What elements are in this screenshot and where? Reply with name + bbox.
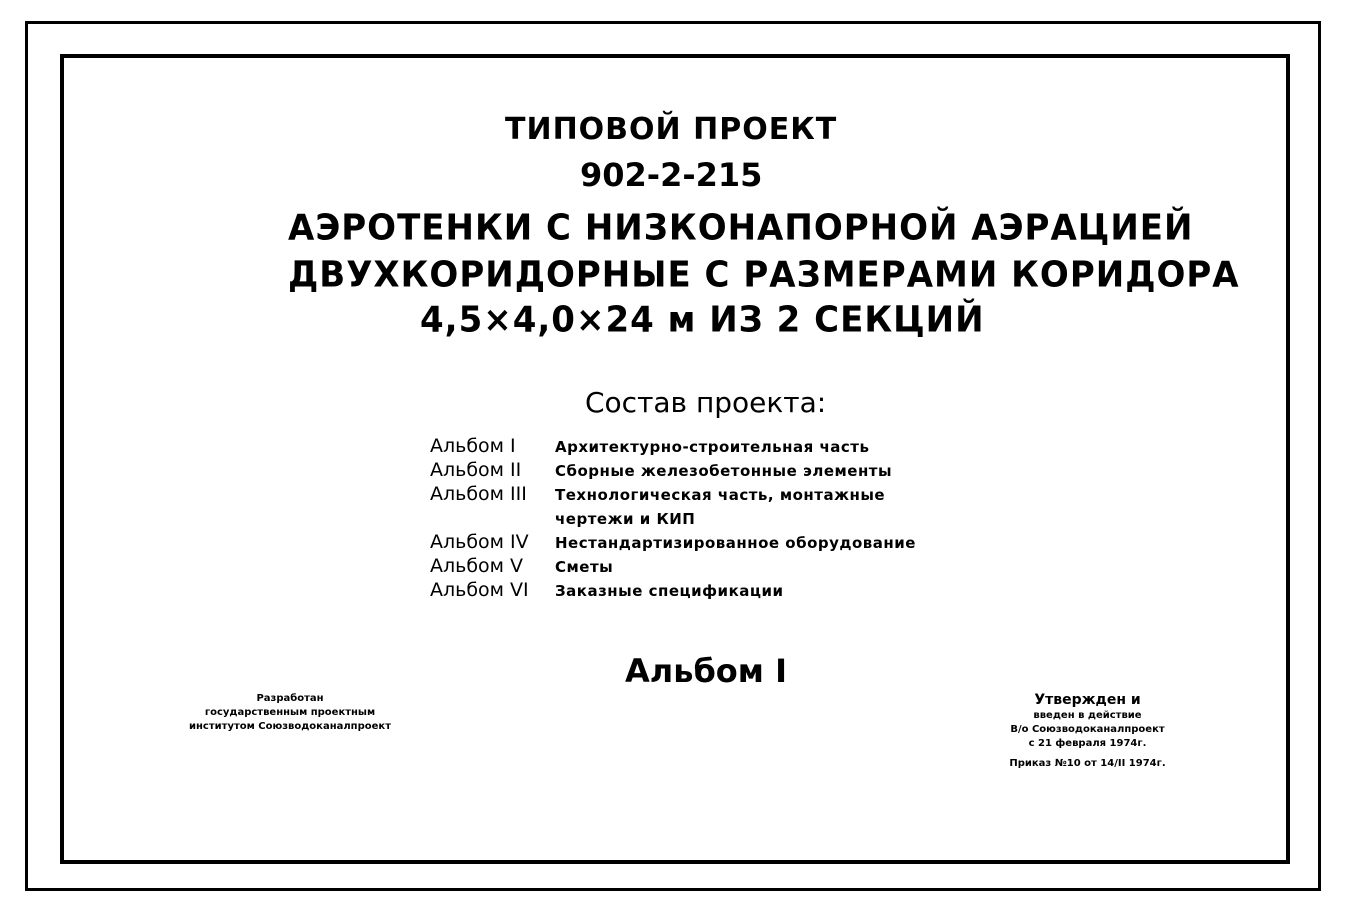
approval-line: с 21 февраля 1974г. xyxy=(1028,738,1147,749)
album-name: Альбом II xyxy=(430,459,522,481)
project-label: ТИПОВОЙ ПРОЕКТ xyxy=(505,112,838,147)
album-row xyxy=(430,459,990,483)
title-line-2: ДВУХКОРИДОРНЫЕ С РАЗМЕРАМИ КОРИДОРА xyxy=(288,254,1240,296)
project-number: 902-2-215 xyxy=(580,156,763,194)
album-name: Альбом V xyxy=(430,555,524,577)
album-name: Альбом I xyxy=(430,435,516,457)
title-line-3: 4,5×4,0×24 м ИЗ 2 СЕКЦИЙ xyxy=(420,299,985,341)
approval-line: введен в действие xyxy=(1033,710,1142,721)
approval-line: В/о Союзводоканалпроект xyxy=(1010,724,1165,735)
developer-line: институтом Союзводоканалпроект xyxy=(189,721,391,732)
current-album-title: Альбом I xyxy=(625,652,787,690)
album-description: Сметы xyxy=(555,558,614,576)
album-name: Альбом IV xyxy=(430,531,529,553)
album-name: Альбом III xyxy=(430,483,527,505)
approval-line: Утвержден и xyxy=(1034,692,1141,708)
developer-block xyxy=(150,692,430,734)
album-list xyxy=(430,435,990,603)
approval-line: Приказ №10 от 14/II 1974г. xyxy=(1009,758,1166,769)
album-description: Нестандартизированное оборудование xyxy=(555,534,916,552)
album-description: Заказные спецификации xyxy=(555,582,784,600)
album-row xyxy=(430,555,990,579)
album-row xyxy=(430,531,990,555)
album-description: Сборные железобетонные элементы xyxy=(555,462,893,480)
album-name: Альбом VI xyxy=(430,579,529,601)
title-line-1: АЭРОТЕНКИ С НИЗКОНАПОРНОЙ АЭРАЦИЕЙ xyxy=(288,207,1194,249)
album-description: Технологическая часть, монтажные чертежи и КИП xyxy=(555,486,886,528)
album-row xyxy=(430,483,990,531)
album-row xyxy=(430,579,990,603)
developer-line: государственным проектным xyxy=(204,707,376,718)
composition-heading: Состав проекта: xyxy=(585,386,827,419)
album-row xyxy=(430,435,990,459)
album-description: Архитектурно-строительная часть xyxy=(555,438,870,456)
approval-block xyxy=(985,692,1190,771)
developer-line: Разработан xyxy=(256,693,324,704)
